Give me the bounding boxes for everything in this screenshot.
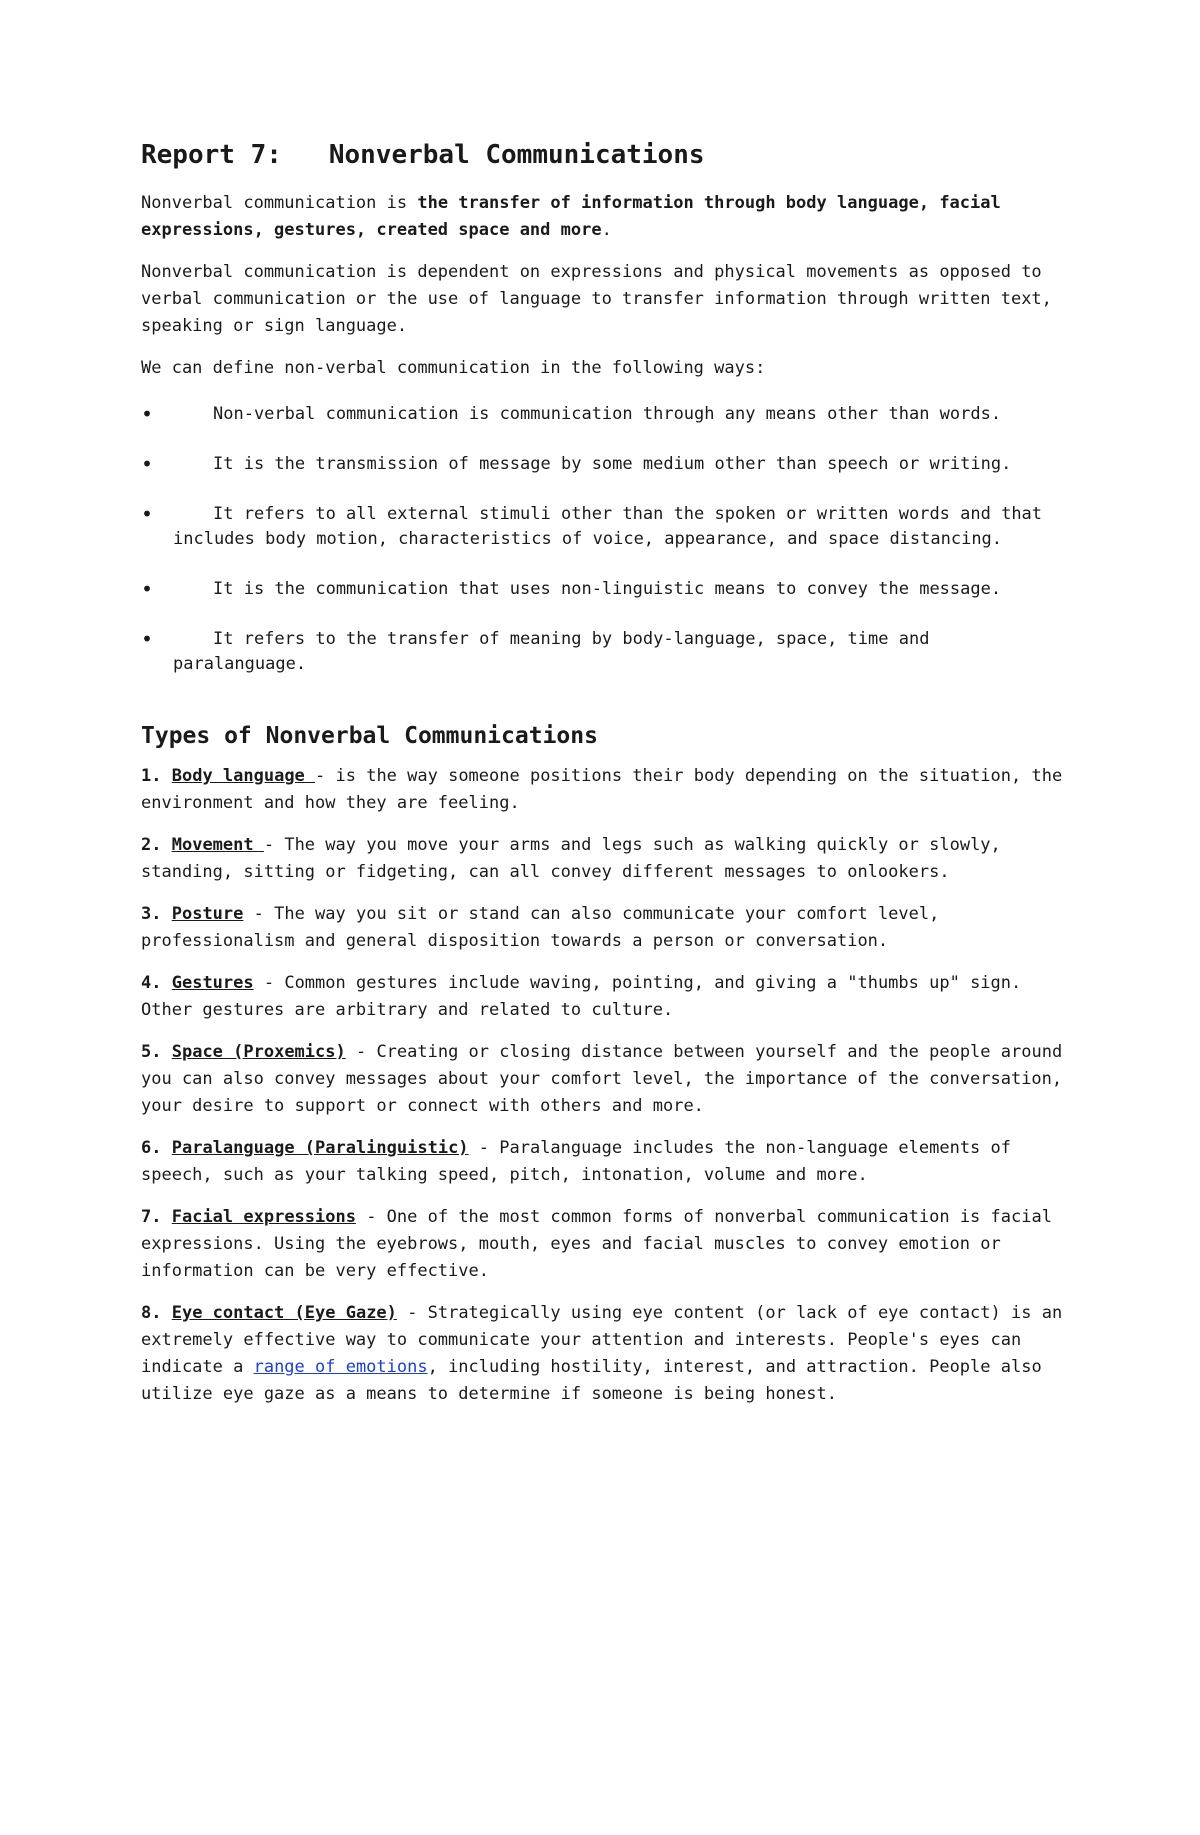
type-item-posture [141, 901, 1071, 955]
type-item-movement [141, 832, 1071, 886]
type-description: - is the way someone positions their body depending on the situation, the environment and how they are feeling. [141, 766, 1063, 813]
type-term: Movement [171, 835, 264, 855]
dependency-paragraph: Nonverbal communication is dependent on expressions and physical movements as opposed to verbal communication or the use of language to transfer information through written text, speaking or sign language. [141, 262, 1052, 336]
list-item [141, 402, 1071, 427]
type-item-space [141, 1039, 1071, 1120]
intro-lead: Nonverbal communication is [141, 193, 418, 213]
type-description: - Common gestures include waving, pointing, and giving a "thumbs up" sign. Other gestures are arbitrary and related to culture. [141, 973, 1022, 1020]
type-item-facial-expressions [141, 1204, 1071, 1285]
type-term: Body language [171, 766, 316, 786]
bullet-icon: • [141, 452, 154, 476]
bullet-icon: • [141, 402, 154, 426]
list-item-text: It is the transmission of message by some medium other than speech or writing. [213, 454, 1012, 474]
type-item-paralanguage [141, 1135, 1071, 1189]
type-term: Gestures [171, 973, 254, 993]
type-description: - The way you move your arms and legs such as walking quickly or slowly, standing, sitting or fidgeting, can all convey different messages to onlookers. [141, 835, 1001, 882]
type-term: Facial expressions [171, 1207, 356, 1227]
type-number: 1. [141, 766, 162, 786]
type-term: Posture [171, 904, 244, 924]
intro-end: . [601, 220, 612, 240]
bullet-icon: • [141, 577, 154, 601]
type-description-end: , including hostility, interest, and attraction. People also utilize eye gaze as a means to determine if someone is being honest. [141, 1357, 1042, 1404]
intro-paragraph [141, 190, 1071, 244]
list-item-text: Non-verbal communication is communication through any means other than words. [213, 404, 1002, 424]
type-item-body-language [141, 763, 1071, 817]
type-term: Eye contact (Eye Gaze) [171, 1303, 397, 1323]
list-item [141, 452, 1071, 477]
list-item [141, 502, 1071, 552]
list-item [141, 577, 1071, 602]
type-number: 8. [141, 1303, 162, 1323]
type-number: 7. [141, 1207, 162, 1227]
list-item [141, 627, 1071, 677]
type-description: - Strategically using eye content (or lack of eye contact) is an extremely effective way to communicate your attention and interests. People's eyes can indicate a [141, 1303, 1063, 1377]
definition-list [141, 402, 1071, 677]
bullet-icon: • [141, 502, 154, 526]
type-term: Paralanguage (Paralinguistic) [171, 1138, 469, 1158]
type-description: - One of the most common forms of nonverbal communication is facial expressions. Using the eyebrows, mouth, eyes and facial muscles to convey emotion or information can be very effective. [141, 1207, 1052, 1281]
type-number: 5. [141, 1042, 162, 1062]
list-item-text: It is the communication that uses non-linguistic means to convey the message. [213, 579, 1002, 599]
type-term: Space (Proxemics) [171, 1042, 346, 1062]
types-heading: Types of Nonverbal Communications [141, 723, 598, 749]
list-item-text: It refers to the transfer of meaning by body-language, space, time and paralanguage. [173, 629, 930, 674]
list-item-text: It refers to all external stimuli other than the spoken or written words and that includes body motion, characteristics of voice, appearance, and space distancing. [173, 504, 1043, 549]
type-number: 6. [141, 1138, 162, 1158]
type-number: 4. [141, 973, 162, 993]
type-number: 3. [141, 904, 162, 924]
report-title: Report 7: Nonverbal Communications [141, 140, 705, 170]
definition-lead-paragraph: We can define non-verbal communication in the following ways: [141, 358, 766, 378]
bullet-icon: • [141, 627, 154, 651]
type-number: 2. [141, 835, 162, 855]
type-description: - Paralanguage includes the non-language elements of speech, such as your talking speed, pitch, intonation, volume and more. [141, 1138, 1011, 1185]
type-description: - The way you sit or stand can also communicate your comfort level, professionalism and general disposition towards a person or conversation. [141, 904, 940, 951]
range-of-emotions-link[interactable]: range of emotions [253, 1357, 428, 1377]
type-description: - Creating or closing distance between yourself and the people around you can also convey messages about your comfort level, the importance of the conversation, your desire to support or connect with others and more. [141, 1042, 1063, 1116]
intro-bold-definition: the transfer of information through body language, facial expressions, gestures, created space and more [141, 193, 1001, 240]
type-item-gestures [141, 970, 1071, 1024]
type-item-eye-contact [141, 1300, 1071, 1408]
document-page [141, 138, 1071, 1423]
